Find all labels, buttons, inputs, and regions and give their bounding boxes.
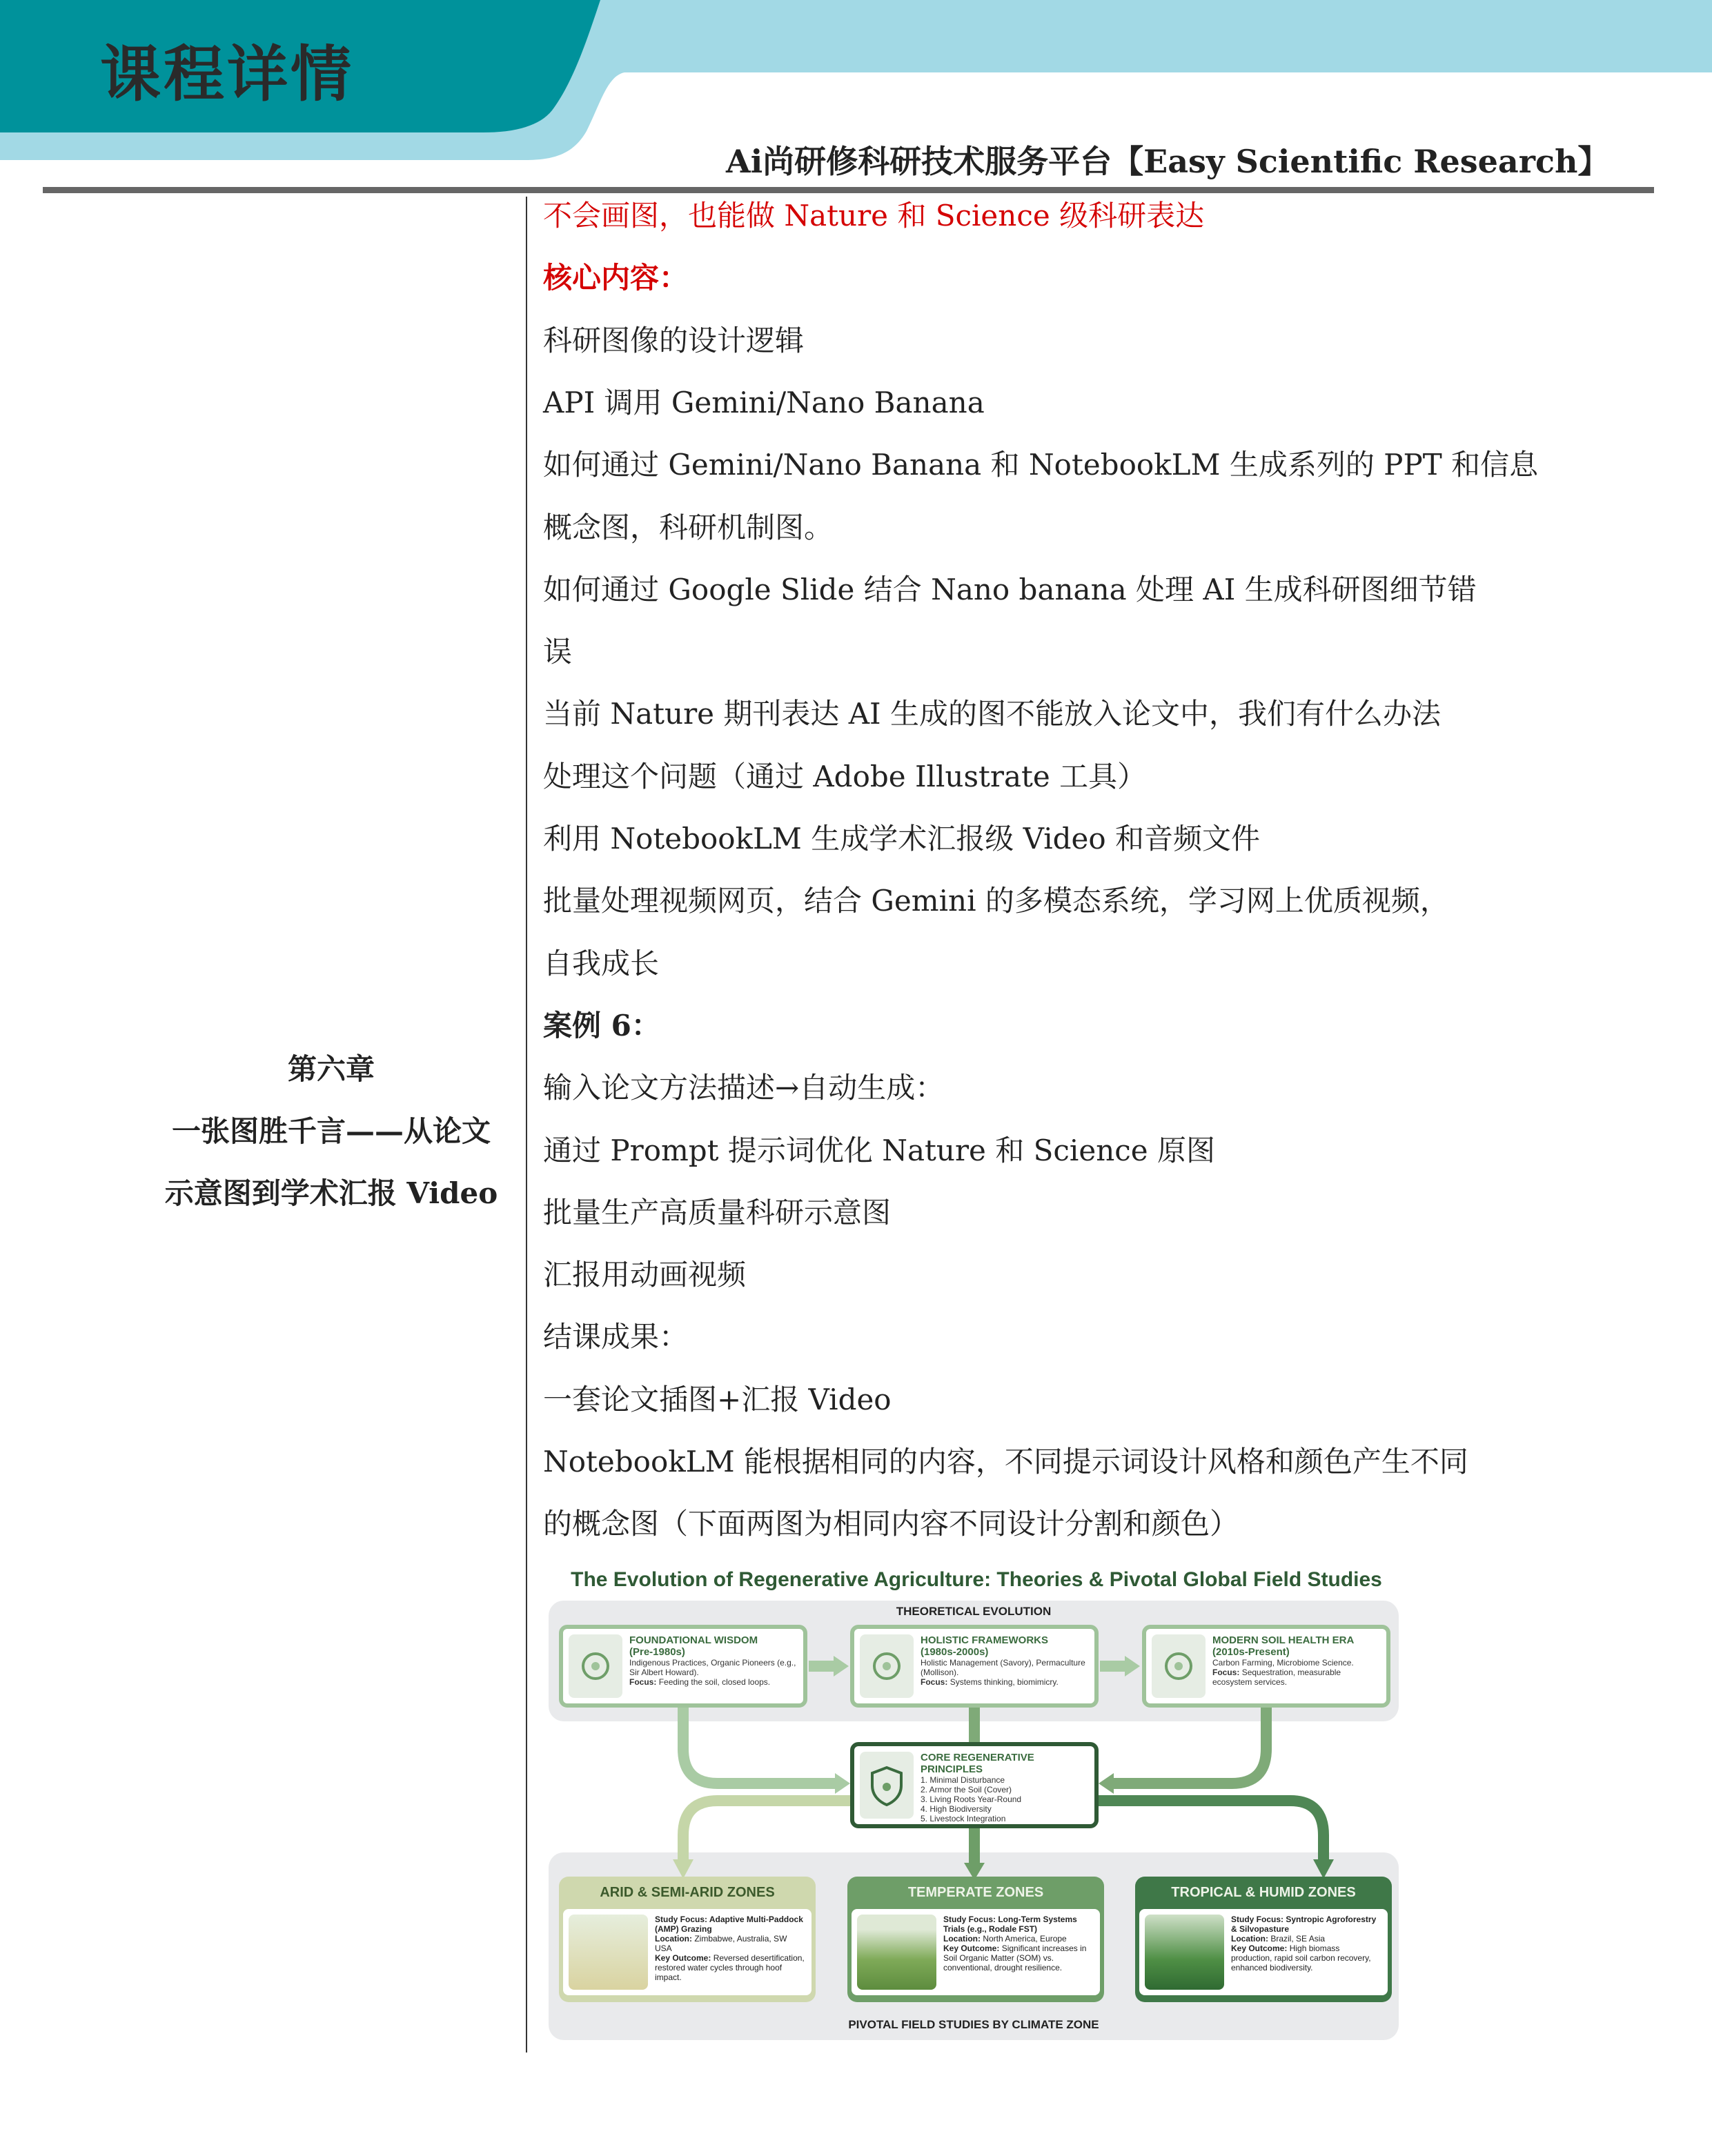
content-line: 输入论文方法描述→自动生成： — [543, 1071, 945, 1105]
content-line: 批量处理视频网页，结合 Gemini 的多模态系统，学习网上优质视频， — [543, 884, 1449, 918]
content-line: 当前 Nature 期刊表达 AI 生成的图不能放入论文中，我们有什么办法 — [543, 697, 1441, 731]
location-label: Location: — [943, 1934, 981, 1944]
content-line: 结课成果： — [543, 1320, 689, 1354]
content-line: 科研图像的设计逻辑 — [543, 323, 805, 357]
content-line: 自我成长 — [543, 946, 660, 980]
location-label: Location: — [1231, 1934, 1268, 1944]
zone-title: ARID & SEMI-ARID ZONES — [600, 1885, 775, 1900]
zone-study: Study Focus: Long-Term Systems Trials (e.g., Rodale FST) — [943, 1915, 1077, 1934]
field-studies-label: PIVOTAL FIELD STUDIES BY CLIMATE ZONE — [848, 2018, 1099, 2031]
content-line: NotebookLM 能根据相同的内容，不同提示词设计风格和颜色产生不同 — [543, 1445, 1468, 1478]
landscape-illustration-icon — [569, 1915, 648, 1990]
stage-title: FOUNDATIONAL WISDOM — [629, 1634, 758, 1646]
outcome-label: Key Outcome: — [943, 1944, 1000, 1953]
content-line: 汇报用动画视频 — [543, 1258, 747, 1292]
outcome-label: Key Outcome: — [1231, 1944, 1288, 1953]
core-title: CORE REGENERATIVE PRINCIPLES — [921, 1752, 1034, 1775]
stage-focus: Systems thinking, biomimicry. — [950, 1677, 1059, 1687]
zone-outcome: Reversed desertification, restored water cycles through hoof impact. — [655, 1953, 805, 1982]
content-line: 不会画图，也能做 Nature 和 Science 级科研表达 — [543, 199, 1205, 233]
core-item: 2. Armor the Soil (Cover) — [921, 1785, 1012, 1794]
platform-subtitle: Ai尚研修科研技术服务平台【Easy Scientific Research】 — [726, 143, 1610, 180]
climate-zone-card — [559, 1877, 816, 2002]
landscape-illustration-icon — [857, 1915, 936, 1990]
stage-box — [850, 1625, 1099, 1708]
header-divider — [43, 187, 1654, 193]
content-line: 利用 NotebookLM 生成学术汇报级 Video 和音频文件 — [543, 822, 1261, 856]
outcome-label: Key Outcome: — [655, 1953, 711, 1963]
column-divider — [526, 197, 527, 2053]
content-line: 处理这个问题（通过 Adobe Illustrate 工具） — [543, 759, 1147, 793]
content-line: 如何通过 Gemini/Nano Banana 和 NotebookLM 生成系列的 PPT 和信息 — [543, 448, 1539, 482]
zone-study: Study Focus: Adaptive Multi-Paddock (AMP) Grazing — [655, 1915, 803, 1934]
stage-desc: Carbon Farming, Microbiome Science. — [1212, 1658, 1354, 1668]
location-label: Location: — [655, 1934, 692, 1944]
climate-zone-card — [1135, 1877, 1392, 2002]
cycle-network-icon — [860, 1634, 914, 1698]
zone-study: Study Focus: Syntropic Agroforestry & Silvopasture — [1231, 1915, 1377, 1934]
focus-label: Focus: — [921, 1677, 948, 1687]
concept-diagram — [545, 1563, 1408, 2046]
stage-focus: Feeding the soil, closed loops. — [658, 1677, 771, 1687]
zone-outcome: Significant increases in Soil Organic Matter (SOM) vs. conventional, drought resilience. — [943, 1944, 1087, 1972]
chapter-title-line2: 示意图到学术汇报 Video — [164, 1176, 498, 1210]
microscope-icon — [1152, 1634, 1206, 1698]
stage-title: HOLISTIC FRAMEWORKS — [921, 1634, 1048, 1646]
stage-period: (2010s-Present) — [1212, 1646, 1290, 1658]
diagram-title: The Evolution of Regenerative Agriculture: Theories & Pivotal Global Field Studies — [571, 1568, 1382, 1591]
shield-icon — [860, 1752, 914, 1819]
core-item: 1. Minimal Disturbance — [921, 1775, 1005, 1785]
content-line: 一套论文插图+汇报 Video — [543, 1382, 892, 1416]
landscape-illustration-icon — [1145, 1915, 1224, 1990]
core-item: 5. Livestock Integration — [921, 1814, 1006, 1823]
core-principles-box — [850, 1742, 1099, 1828]
zone-title: TEMPERATE ZONES — [907, 1885, 1044, 1900]
theory-panel-label: THEORETICAL EVOLUTION — [896, 1605, 1052, 1618]
core-item: 4. High Biodiversity — [921, 1804, 992, 1814]
zone-location: Brazil, SE Asia — [1270, 1934, 1326, 1944]
stage-period: (1980s-2000s) — [921, 1646, 989, 1658]
stage-desc: Holistic Management (Savory), Permaculture (Mollison). — [921, 1658, 1085, 1677]
zone-outcome: High biomass production, rapid soil carbon recovery, enhanced biodiversity. — [1231, 1944, 1371, 1972]
zone-title: TROPICAL & HUMID ZONES — [1171, 1885, 1356, 1900]
content-line: 核心内容： — [543, 261, 689, 295]
stage-period: (Pre-1980s) — [629, 1646, 685, 1658]
stage-box — [1142, 1625, 1390, 1708]
focus-label: Focus: — [629, 1677, 657, 1687]
content-line: 概念图，科研机制图。 — [543, 510, 834, 544]
core-item: 3. Living Roots Year-Round — [921, 1794, 1022, 1804]
content-line: API 调用 Gemini/Nano Banana — [543, 385, 985, 419]
climate-zone-card — [847, 1877, 1104, 2002]
content-line: 如何通过 Google Slide 结合 Nano banana 处理 AI 生成科研图细节错 — [543, 572, 1477, 606]
stage-desc: Indigenous Practices, Organic Pioneers (e.g., Sir Albert Howard). — [629, 1658, 796, 1677]
content-line: 案例 6： — [543, 1008, 660, 1042]
zone-location: Zimbabwe, Australia, SW USA — [655, 1934, 787, 1953]
zone-location: North America, Europe — [983, 1934, 1067, 1944]
hands-plant-icon — [569, 1634, 622, 1698]
focus-label: Focus: — [1212, 1668, 1240, 1677]
stage-focus: Sequestration, measurable ecosystem services. — [1212, 1668, 1341, 1687]
stage-box — [559, 1625, 807, 1708]
stage-title: MODERN SOIL HEALTH ERA — [1212, 1634, 1355, 1646]
chapter-number: 第六章 — [287, 1052, 375, 1086]
chapter-title-line1: 一张图胜千言——从论文 — [171, 1114, 491, 1148]
content-line: 通过 Prompt 提示词优化 Nature 和 Science 原图 — [543, 1133, 1215, 1167]
content-line: 的概念图（下面两图为相同内容不同设计分割和颜色） — [543, 1507, 1239, 1541]
content-line: 误 — [543, 635, 573, 669]
content-line: 批量生产高质量科研示意图 — [543, 1195, 892, 1229]
page-title: 课程详情 — [100, 39, 355, 110]
